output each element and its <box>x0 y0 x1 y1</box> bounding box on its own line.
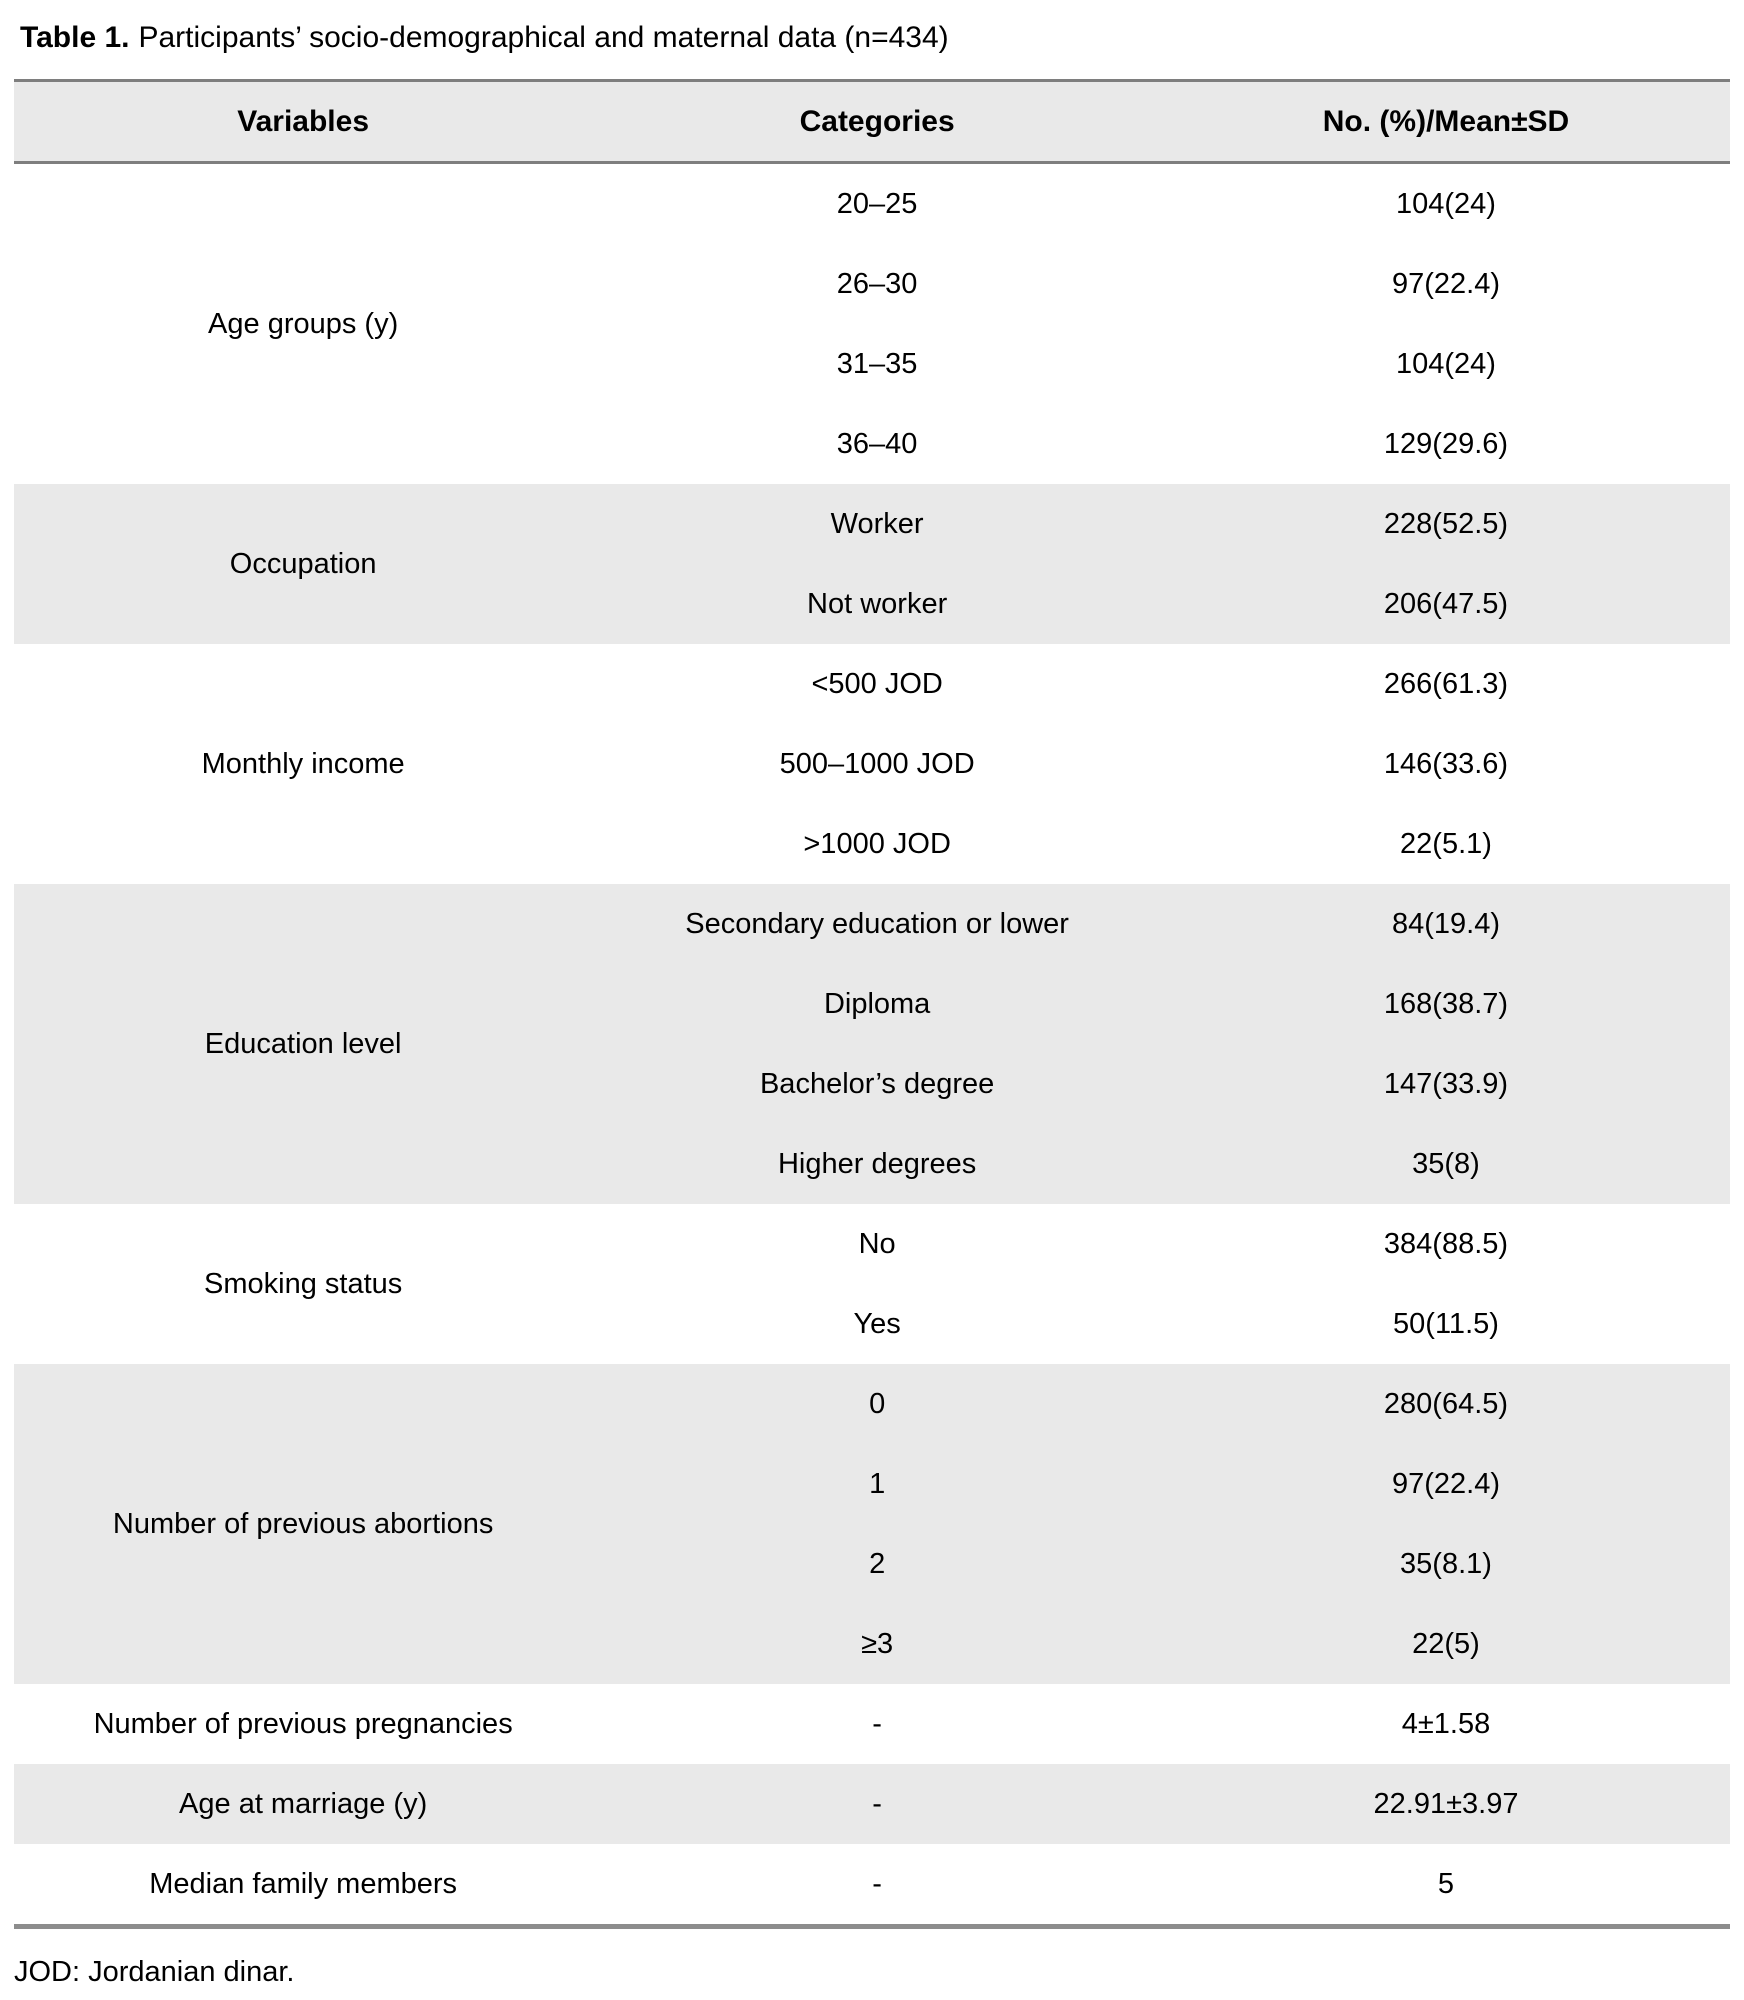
value-cell: 168(38.7) <box>1162 964 1730 1044</box>
category-cell: Bachelor’s degree <box>592 1044 1162 1124</box>
variable-cell: Age at marriage (y) <box>14 1764 592 1844</box>
table-row <box>14 1204 1730 1284</box>
value-cell: 129(29.6) <box>1162 404 1730 484</box>
table-row <box>14 484 1730 564</box>
value-cell: 146(33.6) <box>1162 724 1730 804</box>
value-cell: 104(24) <box>1162 163 1730 245</box>
table-row <box>14 1684 1730 1764</box>
category-cell: Yes <box>592 1284 1162 1364</box>
value-cell: 97(22.4) <box>1162 244 1730 324</box>
category-cell: 31–35 <box>592 324 1162 404</box>
table-title <box>20 20 1730 56</box>
variable-cell: Age groups (y) <box>14 163 592 485</box>
category-cell: Diploma <box>592 964 1162 1044</box>
variable-cell: Number of previous abortions <box>14 1364 592 1684</box>
value-cell: 228(52.5) <box>1162 484 1730 564</box>
category-cell: 20–25 <box>592 163 1162 245</box>
category-cell: Secondary education or lower <box>592 884 1162 964</box>
value-cell: 22(5) <box>1162 1604 1730 1684</box>
column-header-categories: Categories <box>592 81 1162 163</box>
variable-cell: Smoking status <box>14 1204 592 1364</box>
value-cell: 266(61.3) <box>1162 644 1730 724</box>
category-cell: >1000 JOD <box>592 804 1162 884</box>
value-cell: 35(8) <box>1162 1124 1730 1204</box>
variable-cell: Occupation <box>14 484 592 644</box>
value-cell: 22(5.1) <box>1162 804 1730 884</box>
value-cell: 84(19.4) <box>1162 884 1730 964</box>
value-cell: 104(24) <box>1162 324 1730 404</box>
category-cell: ≥3 <box>592 1604 1162 1684</box>
category-cell: Worker <box>592 484 1162 564</box>
value-cell: 384(88.5) <box>1162 1204 1730 1284</box>
participants-table <box>14 79 1730 1929</box>
variable-cell: Median family members <box>14 1844 592 1927</box>
table-row <box>14 163 1730 245</box>
category-cell: Higher degrees <box>592 1124 1162 1204</box>
table-number-label: Table 1. <box>20 21 130 54</box>
category-cell: 26–30 <box>592 244 1162 324</box>
category-cell: <500 JOD <box>592 644 1162 724</box>
category-cell: 0 <box>592 1364 1162 1444</box>
variable-cell: Number of previous pregnancies <box>14 1684 592 1764</box>
column-header-value: No. (%)/Mean±SD <box>1162 81 1730 163</box>
table-row <box>14 1844 1730 1927</box>
category-cell: 1 <box>592 1444 1162 1524</box>
table-caption: Participants’ socio-demographical and maternal data (n=434) <box>138 21 949 54</box>
table-row <box>14 644 1730 724</box>
category-cell: No <box>592 1204 1162 1284</box>
category-cell: - <box>592 1684 1162 1764</box>
value-cell: 206(47.5) <box>1162 564 1730 644</box>
table-row <box>14 1364 1730 1444</box>
category-cell: - <box>592 1764 1162 1844</box>
category-cell: Not worker <box>592 564 1162 644</box>
table-row <box>14 1764 1730 1844</box>
value-cell: 97(22.4) <box>1162 1444 1730 1524</box>
value-cell: 35(8.1) <box>1162 1524 1730 1604</box>
variable-cell: Monthly income <box>14 644 592 884</box>
value-cell: 147(33.9) <box>1162 1044 1730 1124</box>
table-body <box>14 163 1730 1927</box>
category-cell: 2 <box>592 1524 1162 1604</box>
value-cell: 22.91±3.97 <box>1162 1764 1730 1844</box>
footnote: JOD: Jordanian dinar. <box>14 1956 295 1988</box>
value-cell: 50(11.5) <box>1162 1284 1730 1364</box>
column-header-variables: Variables <box>14 81 592 163</box>
table-header <box>14 81 1730 163</box>
category-cell: 500–1000 JOD <box>592 724 1162 804</box>
table-row <box>14 884 1730 964</box>
value-cell: 4±1.58 <box>1162 1684 1730 1764</box>
value-cell: 280(64.5) <box>1162 1364 1730 1444</box>
category-cell: 36–40 <box>592 404 1162 484</box>
value-cell: 5 <box>1162 1844 1730 1927</box>
variable-cell: Education level <box>14 884 592 1204</box>
header-row <box>14 81 1730 163</box>
category-cell: - <box>592 1844 1162 1927</box>
